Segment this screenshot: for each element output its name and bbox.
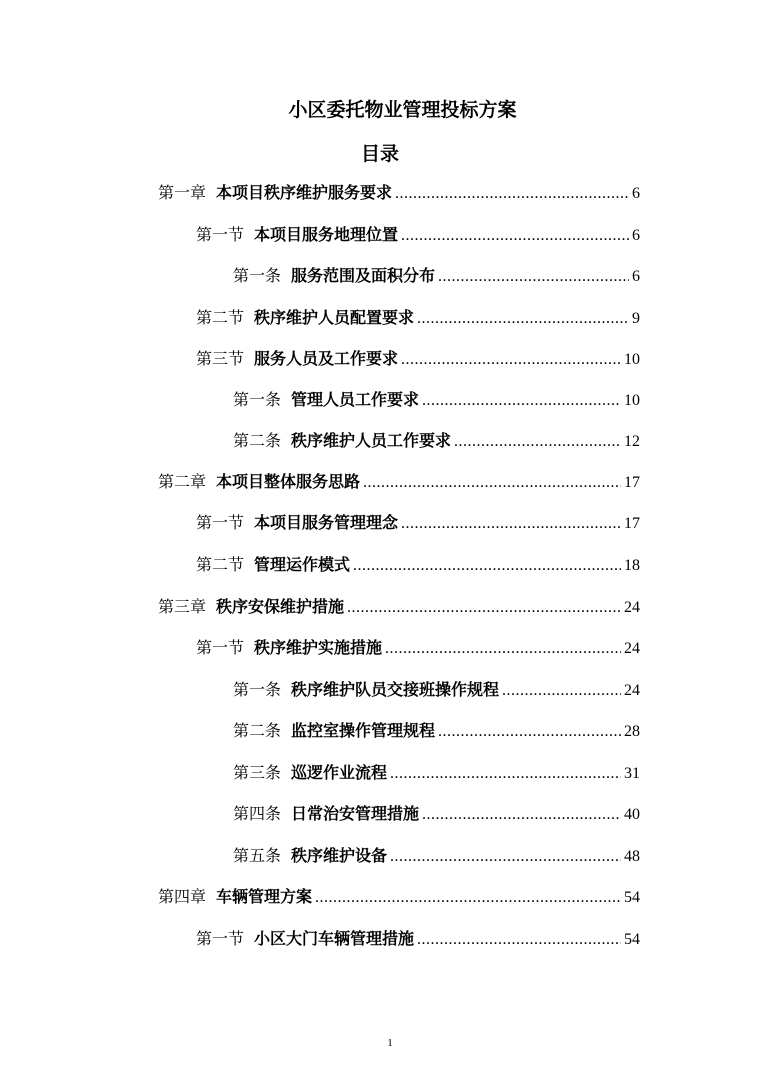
dot-leader	[417, 306, 629, 332]
toc-entry-chapter-3[interactable]	[158, 594, 640, 620]
toc-entry-page: 48	[624, 848, 640, 865]
dot-leader	[315, 885, 621, 911]
toc-entry-page: 18	[624, 557, 640, 574]
toc-entry-article[interactable]	[233, 801, 640, 827]
toc-entry-number: 第四条	[233, 804, 282, 823]
toc-entry-number: 第五条	[233, 846, 282, 865]
toc-entry-title: 管理人员工作要求	[291, 390, 420, 409]
dot-leader	[422, 802, 621, 828]
dot-leader	[385, 636, 621, 662]
toc-entry-page: 12	[624, 433, 640, 450]
dot-leader	[401, 223, 629, 249]
toc-entry-section[interactable]	[196, 510, 640, 536]
dot-leader	[438, 264, 629, 290]
dot-leader	[502, 678, 621, 704]
toc-entry-page: 24	[624, 640, 640, 657]
toc-entry-page: 6	[632, 185, 640, 202]
toc-entry-number: 第一节	[196, 513, 245, 532]
toc-entry-title: 秩序维护队员交接班操作规程	[291, 680, 500, 699]
toc-entry-title: 服务范围及面积分布	[291, 266, 436, 285]
dot-leader	[422, 388, 621, 414]
toc-entry-section[interactable]	[196, 635, 640, 661]
page-number: 1	[387, 1037, 393, 1049]
toc-entry-section[interactable]	[196, 926, 640, 952]
dot-leader	[363, 470, 621, 496]
toc-entry-title: 车辆管理方案	[216, 887, 313, 906]
toc-entry-title: 秩序维护人员配置要求	[254, 308, 415, 327]
toc-entry-page: 31	[624, 765, 640, 782]
dot-leader	[417, 927, 621, 953]
toc-entry-title: 本项目服务管理理念	[254, 513, 399, 532]
toc-entry-title: 日常治安管理措施	[291, 804, 420, 823]
toc-entry-number: 第三章	[158, 597, 207, 616]
toc-entry-number: 第二章	[158, 472, 207, 491]
toc-entry-page: 6	[632, 268, 640, 285]
toc-entry-number: 第二节	[196, 555, 245, 574]
dot-leader	[454, 429, 621, 455]
dot-leader	[401, 511, 621, 537]
toc-entry-title: 本项目整体服务思路	[216, 472, 361, 491]
toc-entry-article[interactable]	[233, 843, 640, 869]
toc-entry-page: 17	[624, 474, 640, 491]
toc-entry-title: 监控室操作管理规程	[291, 721, 436, 740]
toc-entry-page: 10	[624, 351, 640, 368]
dot-leader	[390, 761, 621, 787]
toc-entry-title: 小区大门车辆管理措施	[254, 929, 415, 948]
toc-entry-number: 第一条	[233, 680, 282, 699]
toc-entry-page: 6	[632, 227, 640, 244]
dot-leader	[438, 719, 621, 745]
toc-entry-title: 秩序维护实施措施	[254, 638, 383, 657]
toc-entry-chapter-2[interactable]	[158, 469, 640, 495]
toc-entry-page: 17	[624, 515, 640, 532]
toc-entry-number: 第一条	[233, 390, 282, 409]
dot-leader	[395, 181, 629, 207]
toc-entry-chapter-1[interactable]	[158, 180, 640, 206]
toc-entry-section[interactable]	[196, 346, 640, 372]
toc-entry-article[interactable]	[233, 760, 640, 786]
toc-entry-title: 秩序维护人员工作要求	[291, 431, 452, 450]
dot-leader	[390, 844, 621, 870]
toc-entry-number: 第一节	[196, 638, 245, 657]
toc-entry-title: 秩序安保维护措施	[216, 597, 345, 616]
toc-entry-number: 第四章	[158, 887, 207, 906]
toc-entry-page: 24	[624, 682, 640, 699]
toc-entry-title: 本项目服务地理位置	[254, 225, 399, 244]
toc-entry-number: 第二条	[233, 431, 282, 450]
toc-entry-title: 巡逻作业流程	[291, 763, 388, 782]
toc-entry-page: 9	[632, 310, 640, 327]
toc-entry-section[interactable]	[196, 305, 640, 331]
toc-entry-page: 28	[624, 723, 640, 740]
toc-entry-article[interactable]	[233, 677, 640, 703]
toc-entry-number: 第一节	[196, 225, 245, 244]
dot-leader	[347, 595, 621, 621]
toc-entry-page: 24	[624, 599, 640, 616]
dot-leader	[353, 553, 621, 579]
toc-entry-article[interactable]	[233, 263, 640, 289]
toc-entry-title: 管理运作模式	[254, 555, 351, 574]
toc-entry-title: 本项目秩序维护服务要求	[216, 183, 393, 202]
toc-entry-page: 10	[624, 392, 640, 409]
toc-entry-number: 第一章	[158, 183, 207, 202]
toc-entry-number: 第二条	[233, 721, 282, 740]
toc-entry-title: 秩序维护设备	[291, 846, 388, 865]
toc-entry-chapter-4[interactable]	[158, 884, 640, 910]
toc-entry-number: 第一条	[233, 266, 282, 285]
toc-entry-article[interactable]	[233, 387, 640, 413]
toc-entry-section[interactable]	[196, 222, 640, 248]
toc-entry-page: 54	[624, 889, 640, 906]
toc-heading: 目录	[360, 143, 399, 165]
toc-entry-article[interactable]	[233, 718, 640, 744]
toc-entry-article[interactable]	[233, 428, 640, 454]
toc-entry-number: 第三节	[196, 349, 245, 368]
toc-entry-number: 第二节	[196, 308, 245, 327]
toc-entry-page: 40	[624, 806, 640, 823]
toc-entry-number: 第一节	[196, 929, 245, 948]
document-title: 小区委托物业管理投标方案	[288, 99, 517, 121]
dot-leader	[401, 347, 621, 373]
toc-entry-title: 服务人员及工作要求	[254, 349, 399, 368]
toc-entry-page: 54	[624, 931, 640, 948]
toc-entry-section[interactable]	[196, 552, 640, 578]
toc-entry-number: 第三条	[233, 763, 282, 782]
